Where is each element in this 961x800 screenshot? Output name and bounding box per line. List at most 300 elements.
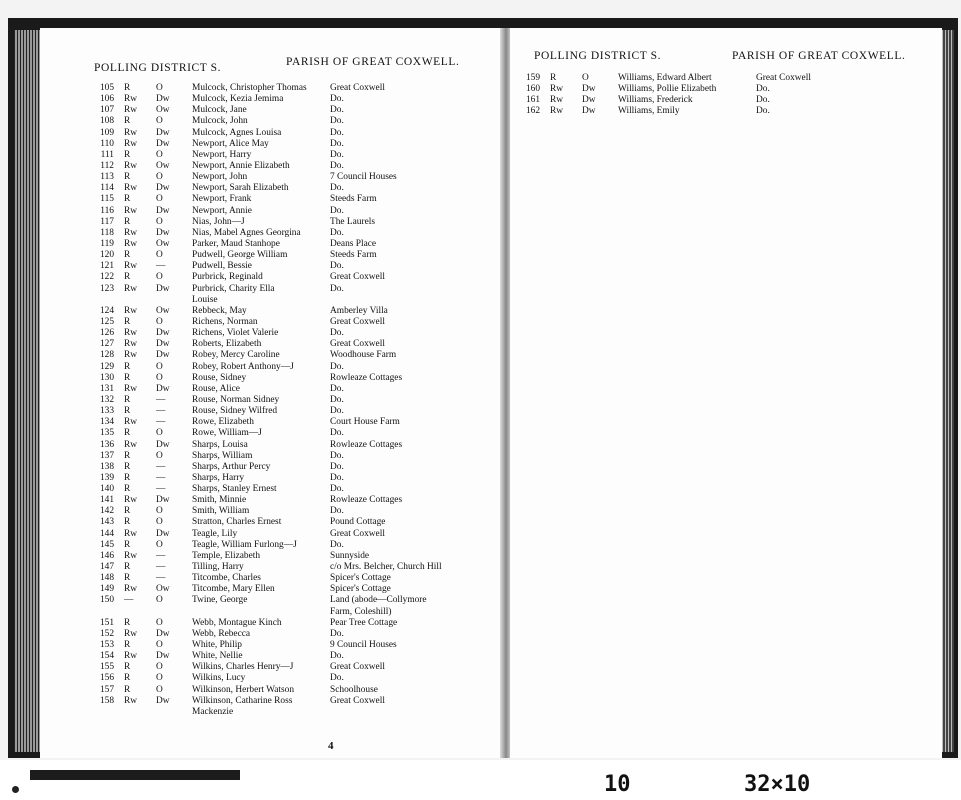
elector-name: Webb, Rebecca — [192, 628, 251, 639]
qualification-code: R — [124, 662, 131, 673]
occupation-code: Dw — [156, 651, 170, 662]
elector-address: Amberley Villa — [330, 305, 388, 316]
qualification-code: Rw — [124, 417, 138, 428]
elector-name: Pudwell, Bessie — [192, 261, 252, 272]
entry-number: 129 — [99, 361, 114, 372]
entry-number: 153 — [99, 640, 114, 651]
entry-number: 116 — [100, 205, 114, 216]
elector-address: Great Coxwell — [330, 339, 385, 350]
occupation-code: Dw — [156, 495, 170, 506]
entry-number: 146 — [99, 550, 114, 561]
elector-name: Rouse, Sidney — [192, 372, 247, 383]
elector-address: Do. — [756, 84, 770, 95]
elector-name: Purbrick, Reginald — [192, 272, 263, 283]
elector-address: Do. — [330, 105, 344, 116]
page-number: 4 — [328, 740, 334, 752]
elector-name: Richens, Violet Valerie — [192, 328, 279, 339]
occupation-code: O — [156, 517, 163, 528]
scan-dot — [12, 786, 19, 793]
occupation-code: — — [156, 461, 166, 472]
elector-address: Spicer's Cottage — [330, 573, 391, 584]
elector-name: Temple, Elizabeth — [192, 550, 261, 561]
qualification-code: Rw — [124, 283, 138, 294]
stamp-left: 10 — [604, 772, 631, 797]
qualification-code: Rw — [124, 238, 138, 249]
qualification-code: R — [124, 573, 131, 584]
elector-name: Rebbeck, May — [192, 305, 247, 316]
elector-address: Do. — [756, 106, 770, 117]
entry-number: 128 — [99, 350, 114, 361]
elector-address: Great Coxwell — [330, 695, 385, 706]
occupation-code: O — [156, 83, 163, 93]
elector-address: Do. — [330, 94, 344, 105]
entry-number: 152 — [99, 628, 114, 639]
elector-name: Mulcock, Jane — [192, 105, 247, 116]
occupation-code: Ow — [156, 305, 170, 316]
elector-address: Do. — [330, 227, 344, 238]
entry-number: 137 — [99, 450, 114, 461]
occupation-code: Dw — [156, 528, 170, 539]
occupation-code: O — [156, 149, 163, 160]
elector-name: Mulcock, Christopher Thomas — [192, 83, 307, 93]
elector-name: Smith, William — [192, 506, 250, 517]
entry-number: 144 — [99, 528, 114, 539]
left-header-district: POLLING DISTRICT S. — [94, 62, 222, 74]
elector-name: Sharps, Louisa — [192, 439, 248, 450]
qualification-code: Rw — [124, 160, 138, 171]
qualification-code: Rw — [124, 695, 138, 706]
entry-number: 145 — [99, 539, 114, 550]
occupation-code: — — [156, 484, 166, 495]
elector-address: Woodhouse Farm — [330, 350, 397, 361]
qualification-code: Rw — [124, 127, 138, 138]
occupation-code: Ow — [156, 584, 170, 595]
elector-address: Great Coxwell — [756, 73, 811, 83]
elector-address: Rowleaze Cottages — [330, 495, 403, 506]
elector-name: Williams, Edward Albert — [618, 73, 712, 83]
elector-name: Wilkinson, Catharine Ross — [192, 695, 293, 706]
elector-name: Nias, Mabel Agnes Georgina — [192, 227, 301, 238]
entry-number: 127 — [99, 339, 114, 350]
elector-name: Rouse, Sidney Wilfred — [192, 406, 278, 417]
entry-number: 148 — [99, 573, 114, 584]
elector-name: Mulcock, John — [192, 116, 248, 127]
elector-name: Newport, Alice May — [192, 138, 269, 149]
qualification-code: R — [124, 517, 131, 528]
entry-number: 156 — [99, 673, 114, 684]
occupation-code: — — [156, 550, 166, 561]
entry-number: 123 — [99, 283, 114, 294]
occupation-code: O — [156, 361, 163, 372]
occupation-code: Dw — [156, 127, 170, 138]
entry-number: 106 — [99, 94, 114, 105]
elector-name: Tilling, Harry — [192, 562, 244, 573]
qualification-code: Rw — [124, 339, 138, 350]
entry-number: 135 — [99, 428, 114, 439]
qualification-code: Rw — [124, 138, 138, 149]
scan-bottom-margin — [0, 760, 961, 800]
qualification-code: Rw — [124, 439, 138, 450]
elector-name: White, Nellie — [192, 651, 243, 662]
elector-address: Do. — [330, 461, 344, 472]
elector-name: Nias, John—J — [192, 216, 245, 227]
occupation-code: O — [156, 272, 163, 283]
occupation-code: Dw — [156, 283, 170, 294]
occupation-code: O — [156, 194, 163, 205]
elector-address: The Laurels — [330, 216, 376, 227]
qualification-code: R — [124, 149, 131, 160]
entry-number: 105 — [99, 83, 114, 93]
right-header-parish: PARISH OF GREAT COXWELL. — [732, 50, 906, 62]
elector-address: Great Coxwell — [330, 528, 385, 539]
elector-name: Richens, Norman — [192, 316, 258, 327]
right-page — [510, 28, 942, 758]
entry-number: 138 — [99, 461, 114, 472]
occupation-code: Dw — [582, 84, 596, 95]
occupation-code: O — [156, 172, 163, 183]
qualification-code: Rw — [124, 584, 138, 595]
elector-address: Do. — [330, 205, 344, 216]
elector-address: Do. — [330, 406, 344, 417]
elector-name: Newport, Frank — [192, 194, 252, 205]
entry-number: 136 — [99, 439, 114, 450]
elector-address: Schoolhouse — [330, 684, 378, 695]
qualification-code: R — [124, 484, 131, 495]
occupation-code: O — [156, 116, 163, 127]
occupation-code: O — [582, 73, 589, 83]
elector-name: White, Philip — [192, 640, 242, 651]
occupation-code: — — [156, 573, 166, 584]
elector-address: Pear Tree Cottage — [330, 617, 398, 628]
occupation-code: — — [156, 562, 166, 573]
qualification-code: R — [124, 673, 131, 684]
entry-number: 130 — [99, 372, 114, 383]
qualification-code: R — [124, 684, 131, 695]
elector-name: Purbrick, Charity Ella — [192, 283, 275, 294]
entry-number: 160 — [525, 84, 540, 95]
qualification-code: R — [124, 428, 131, 439]
occupation-code: O — [156, 450, 163, 461]
occupation-code: O — [156, 673, 163, 684]
occupation-code: Dw — [156, 205, 170, 216]
qualification-code: R — [124, 216, 131, 227]
elector-address: Do. — [330, 628, 344, 639]
occupation-code: Ow — [156, 238, 170, 249]
entry-number: 150 — [99, 595, 114, 606]
left-header-parish: PARISH OF GREAT COXWELL. — [286, 56, 460, 68]
elector-name: Louise — [192, 294, 218, 305]
elector-name: Titcombe, Mary Ellen — [192, 584, 275, 595]
elector-name: Sharps, Arthur Percy — [192, 461, 271, 472]
elector-address: Do. — [330, 651, 344, 662]
elector-address: Do. — [330, 673, 344, 684]
scan-edge-bar — [30, 770, 240, 780]
occupation-code: O — [156, 684, 163, 695]
entry-number: 111 — [100, 149, 114, 160]
entry-number: 139 — [99, 472, 114, 483]
occupation-code: — — [156, 472, 166, 483]
elector-name: Wilkins, Lucy — [192, 673, 246, 684]
entry-number: 107 — [99, 105, 114, 116]
elector-address: 9 Council Houses — [330, 640, 397, 651]
occupation-code: Dw — [156, 339, 170, 350]
elector-address: Farm, Coleshill) — [330, 606, 392, 617]
entry-number: 158 — [99, 695, 114, 706]
elector-address: Do. — [330, 160, 344, 171]
elector-address: Do. — [756, 95, 770, 106]
elector-address: Do. — [330, 361, 344, 372]
elector-name: Webb, Montague Kinch — [192, 617, 282, 628]
entry-number: 113 — [100, 172, 114, 183]
entry-number: 155 — [99, 662, 114, 673]
qualification-code: R — [124, 450, 131, 461]
qualification-code: Rw — [124, 628, 138, 639]
occupation-code: O — [156, 250, 163, 261]
occupation-code: O — [156, 216, 163, 227]
qualification-code: R — [124, 506, 131, 517]
elector-name: Titcombe, Charles — [192, 573, 261, 584]
entry-number: 122 — [99, 272, 114, 283]
elector-name: Sharps, Stanley Ernest — [192, 484, 277, 495]
elector-name: Williams, Pollie Elizabeth — [618, 84, 717, 95]
occupation-code: Dw — [582, 106, 596, 117]
qualification-code: R — [124, 372, 131, 383]
occupation-code: Dw — [156, 138, 170, 149]
qualification-code: R — [124, 640, 131, 651]
entry-number: 110 — [100, 138, 114, 149]
entry-number: 114 — [100, 183, 114, 194]
elector-address: Do. — [330, 328, 344, 339]
entry-number: 142 — [99, 506, 114, 517]
entry-number: 159 — [525, 73, 540, 83]
occupation-code: O — [156, 506, 163, 517]
elector-name: Williams, Frederick — [618, 95, 693, 106]
entry-number: 118 — [100, 227, 114, 238]
elector-address: Do. — [330, 539, 344, 550]
elector-name: Newport, Annie Elizabeth — [192, 160, 290, 171]
qualification-code: R — [124, 472, 131, 483]
entry-number: 162 — [525, 106, 540, 117]
stamp-right: 32×10 — [744, 772, 811, 797]
occupation-code: O — [156, 662, 163, 673]
qualification-code: Rw — [550, 84, 564, 95]
elector-address: Sunnyside — [330, 550, 370, 561]
entry-number: 115 — [100, 194, 114, 205]
qualification-code: R — [124, 361, 131, 372]
elector-address: Spicer's Cottage — [330, 584, 391, 595]
qualification-code: R — [124, 116, 131, 127]
qualification-code: Rw — [124, 94, 138, 105]
qualification-code: R — [124, 250, 131, 261]
entry-number: 112 — [100, 160, 114, 171]
qualification-code: Rw — [124, 261, 138, 272]
occupation-code: Dw — [156, 695, 170, 706]
elector-name: Robey, Robert Anthony—J — [192, 361, 294, 372]
left-page — [40, 28, 502, 758]
qualification-code: Rw — [124, 305, 138, 316]
elector-address: Do. — [330, 506, 344, 517]
entry-number: 117 — [100, 216, 114, 227]
elector-address: Great Coxwell — [330, 83, 385, 93]
entry-number: 119 — [100, 238, 114, 249]
qualification-code: R — [124, 272, 131, 283]
elector-name: Sharps, Harry — [192, 472, 245, 483]
occupation-code: — — [156, 417, 166, 428]
entry-number: 124 — [99, 305, 114, 316]
elector-name: Newport, Sarah Elizabeth — [192, 183, 289, 194]
entry-number: 157 — [99, 684, 114, 695]
elector-name: Rowe, William—J — [192, 428, 262, 439]
occupation-code: Ow — [156, 105, 170, 116]
qualification-code: Rw — [550, 95, 564, 106]
occupation-code: O — [156, 539, 163, 550]
occupation-code: O — [156, 316, 163, 327]
elector-address: Do. — [330, 428, 344, 439]
occupation-code: Dw — [156, 350, 170, 361]
elector-address: Steeds Farm — [330, 250, 377, 261]
occupation-code: Dw — [156, 328, 170, 339]
qualification-code: R — [124, 394, 131, 405]
qualification-code: Rw — [124, 495, 138, 506]
entry-number: 141 — [99, 495, 114, 506]
elector-name: Newport, John — [192, 172, 248, 183]
elector-address: Do. — [330, 138, 344, 149]
elector-address: Deans Place — [330, 238, 377, 249]
occupation-code: Dw — [156, 227, 170, 238]
elector-address: Great Coxwell — [330, 662, 385, 673]
qualification-code: R — [124, 406, 131, 417]
occupation-code: O — [156, 372, 163, 383]
occupation-code: O — [156, 595, 163, 606]
entry-number: 125 — [99, 316, 114, 327]
elector-address: Do. — [330, 450, 344, 461]
qualification-code: R — [124, 83, 131, 93]
elector-address: Rowleaze Cottages — [330, 439, 403, 450]
elector-address: Court House Farm — [330, 417, 400, 428]
elector-name: Pudwell, George William — [192, 250, 288, 261]
elector-name: Rouse, Norman Sidney — [192, 394, 280, 405]
occupation-code: Ow — [156, 160, 170, 171]
elector-name: Rouse, Alice — [192, 383, 240, 394]
elector-name: Teagle, William Furlong—J — [192, 539, 297, 550]
elector-name: Parker, Maud Stanhope — [192, 238, 280, 249]
qualification-code: R — [124, 461, 131, 472]
qualification-code: R — [124, 539, 131, 550]
elector-name: Sharps, William — [192, 450, 253, 461]
elector-address: Do. — [330, 383, 344, 394]
right-header-district: POLLING DISTRICT S. — [534, 50, 662, 62]
qualification-code: Rw — [124, 183, 138, 194]
qualification-code: R — [550, 73, 557, 83]
elector-address: Great Coxwell — [330, 316, 385, 327]
qualification-code: Rw — [124, 651, 138, 662]
occupation-code: Dw — [156, 439, 170, 450]
elector-address: Do. — [330, 472, 344, 483]
entry-number: 147 — [99, 562, 114, 573]
occupation-code: — — [156, 406, 166, 417]
elector-address: Do. — [330, 183, 344, 194]
entry-number: 132 — [99, 394, 114, 405]
occupation-code: — — [156, 261, 166, 272]
entry-number: 120 — [99, 250, 114, 261]
elector-name: Mulcock, Agnes Louisa — [192, 127, 282, 138]
qualification-code: Rw — [124, 105, 138, 116]
elector-address: Do. — [330, 484, 344, 495]
elector-name: Mulcock, Kezia Jemima — [192, 94, 284, 105]
elector-name: Smith, Minnie — [192, 495, 247, 506]
entry-number: 151 — [99, 617, 114, 628]
elector-name: Newport, Annie — [192, 205, 252, 216]
qualification-code: Rw — [124, 383, 138, 394]
elector-name: Twine, George — [192, 595, 248, 606]
elector-name: Mackenzie — [192, 706, 234, 717]
occupation-code: O — [156, 428, 163, 439]
qualification-code: Rw — [124, 528, 138, 539]
elector-address: Land (abode—Collymore — [330, 595, 427, 606]
qualification-code: Rw — [124, 227, 138, 238]
entry-number: 154 — [99, 651, 114, 662]
elector-address: Do. — [330, 283, 344, 294]
elector-address: Great Coxwell — [330, 272, 385, 283]
elector-name: Teagle, Lily — [192, 528, 238, 539]
elector-address: Do. — [330, 149, 344, 160]
entry-number: 109 — [99, 127, 114, 138]
elector-address: 7 Council Houses — [330, 172, 397, 183]
qualification-code: Rw — [124, 550, 138, 561]
elector-address: Do. — [330, 261, 344, 272]
elector-name: Rowe, Elizabeth — [192, 417, 254, 428]
occupation-code: — — [156, 394, 166, 405]
occupation-code: Dw — [582, 95, 596, 106]
qualification-code: Rw — [124, 328, 138, 339]
elector-name: Robey, Mercy Caroline — [192, 350, 280, 361]
entry-number: 134 — [99, 417, 114, 428]
page-edges-right — [942, 30, 954, 752]
entry-number: 143 — [99, 517, 114, 528]
elector-name: Wilkinson, Herbert Watson — [192, 684, 295, 695]
occupation-code: Dw — [156, 383, 170, 394]
occupation-code: Dw — [156, 183, 170, 194]
occupation-code: O — [156, 640, 163, 651]
elector-address: Do. — [330, 116, 344, 127]
elector-address: Pound Cottage — [330, 517, 386, 528]
page-edges-left — [14, 30, 40, 752]
qualification-code: Rw — [550, 106, 564, 117]
qualification-code: R — [124, 562, 131, 573]
elector-address: Do. — [330, 394, 344, 405]
elector-name: Williams, Emily — [618, 106, 680, 117]
entry-number: 121 — [99, 261, 114, 272]
elector-name: Newport, Harry — [192, 149, 252, 160]
qualification-code: R — [124, 316, 131, 327]
occupation-code: O — [156, 617, 163, 628]
elector-name: Roberts, Elizabeth — [192, 339, 262, 350]
elector-address: Do. — [330, 127, 344, 138]
qualification-code: R — [124, 194, 131, 205]
entry-number: 133 — [99, 406, 114, 417]
entry-number: 161 — [525, 95, 540, 106]
qualification-code: — — [124, 595, 134, 606]
entry-number: 131 — [99, 383, 114, 394]
qualification-code: Rw — [124, 205, 138, 216]
elector-address: Rowleaze Cottages — [330, 372, 403, 383]
entry-number: 108 — [99, 116, 114, 127]
elector-address: Steeds Farm — [330, 194, 377, 205]
occupation-code: Dw — [156, 628, 170, 639]
entry-number: 140 — [99, 484, 114, 495]
qualification-code: R — [124, 172, 131, 183]
qualification-code: Rw — [124, 350, 138, 361]
